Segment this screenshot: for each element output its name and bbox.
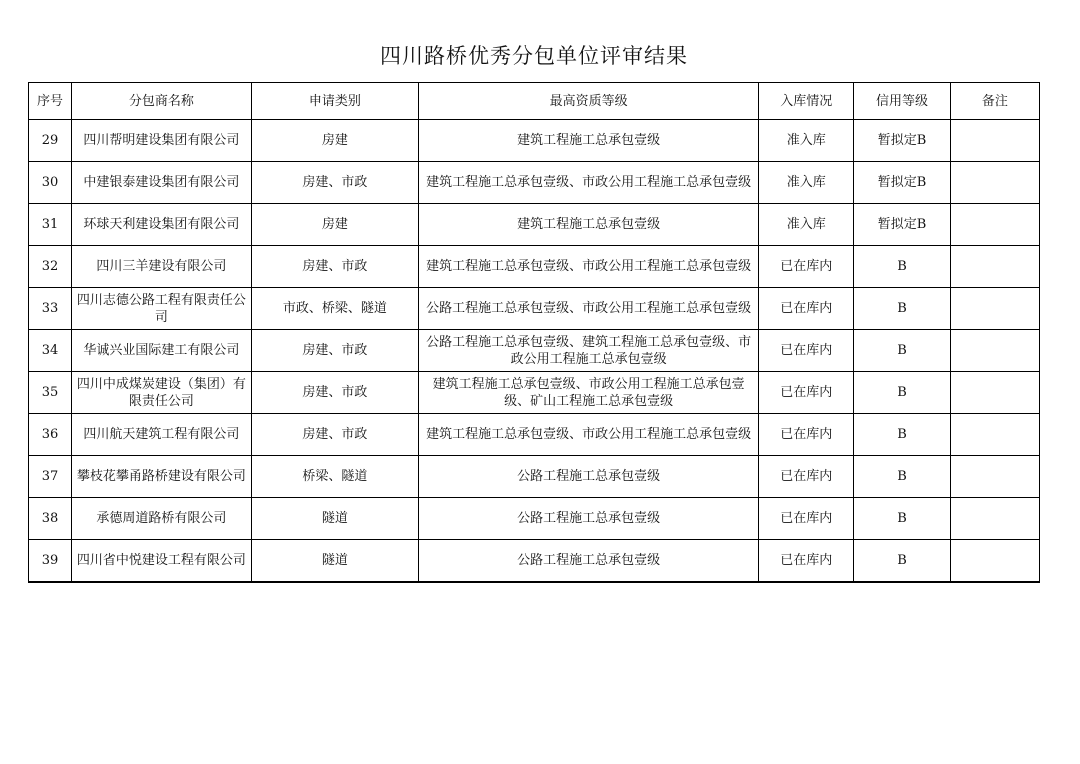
cell-remark [950, 288, 1039, 330]
cell-qualification: 公路工程施工总承包壹级 [419, 456, 759, 498]
cell-storage: 准入库 [759, 204, 854, 246]
table-row [29, 456, 1040, 498]
cell-storage: 已在库内 [759, 246, 854, 288]
cell-name: 承德周道路桥有限公司 [72, 498, 252, 540]
cell-name: 环球天利建设集团有限公司 [72, 204, 252, 246]
cell-no: 30 [29, 162, 72, 204]
header-name: 分包商名称 [72, 83, 252, 120]
cell-credit: 暂拟定B [854, 204, 950, 246]
header-credit: 信用等级 [854, 83, 950, 120]
cell-remark [950, 330, 1039, 372]
cell-storage: 已在库内 [759, 456, 854, 498]
cell-storage: 已在库内 [759, 330, 854, 372]
cell-remark [950, 204, 1039, 246]
cell-remark [950, 498, 1039, 540]
cell-no: 37 [29, 456, 72, 498]
cell-storage: 已在库内 [759, 288, 854, 330]
cell-no: 34 [29, 330, 72, 372]
cell-name: 中建银泰建设集团有限公司 [72, 162, 252, 204]
header-no: 序号 [29, 83, 72, 120]
cell-qualification: 公路工程施工总承包壹级、市政公用工程施工总承包壹级 [419, 288, 759, 330]
cell-no: 36 [29, 414, 72, 456]
table-row [29, 372, 1040, 414]
cell-remark [950, 372, 1039, 414]
cell-storage: 已在库内 [759, 498, 854, 540]
cell-no: 32 [29, 246, 72, 288]
cell-qualification: 建筑工程施工总承包壹级 [419, 120, 759, 162]
cell-category: 房建、市政 [251, 414, 418, 456]
cell-qualification: 建筑工程施工总承包壹级、市政公用工程施工总承包壹级 [419, 246, 759, 288]
cell-remark [950, 120, 1039, 162]
cell-category: 隧道 [251, 540, 418, 582]
table-row [29, 498, 1040, 540]
cell-qualification: 公路工程施工总承包壹级 [419, 540, 759, 582]
cell-storage: 已在库内 [759, 414, 854, 456]
table-row [29, 246, 1040, 288]
cell-credit: B [854, 330, 950, 372]
cell-category: 房建 [251, 120, 418, 162]
cell-storage: 已在库内 [759, 372, 854, 414]
cell-no: 39 [29, 540, 72, 582]
cell-remark [950, 540, 1039, 582]
cell-name: 四川省中悦建设工程有限公司 [72, 540, 252, 582]
cell-no: 31 [29, 204, 72, 246]
header-category: 申请类别 [251, 83, 418, 120]
results-table [28, 82, 1040, 583]
table-row [29, 120, 1040, 162]
table-header-row [29, 83, 1040, 120]
cell-name: 四川三羊建设有限公司 [72, 246, 252, 288]
table-row [29, 414, 1040, 456]
cell-credit: B [854, 246, 950, 288]
cell-no: 38 [29, 498, 72, 540]
cell-name: 攀枝花攀甬路桥建设有限公司 [72, 456, 252, 498]
cell-name: 四川志德公路工程有限责任公司 [72, 288, 252, 330]
cell-category: 房建、市政 [251, 372, 418, 414]
cell-category: 房建、市政 [251, 246, 418, 288]
cell-category: 房建、市政 [251, 162, 418, 204]
cell-credit: 暂拟定B [854, 120, 950, 162]
cell-credit: B [854, 414, 950, 456]
cell-category: 房建 [251, 204, 418, 246]
cell-no: 33 [29, 288, 72, 330]
cell-qualification: 建筑工程施工总承包壹级、市政公用工程施工总承包壹级 [419, 414, 759, 456]
cell-qualification: 建筑工程施工总承包壹级、市政公用工程施工总承包壹级 [419, 162, 759, 204]
cell-category: 桥梁、隧道 [251, 456, 418, 498]
table-row [29, 540, 1040, 582]
cell-storage: 已在库内 [759, 540, 854, 582]
cell-category: 隧道 [251, 498, 418, 540]
cell-credit: B [854, 498, 950, 540]
cell-name: 四川帮明建设集团有限公司 [72, 120, 252, 162]
cell-no: 35 [29, 372, 72, 414]
cell-no: 29 [29, 120, 72, 162]
cell-remark [950, 246, 1039, 288]
cell-storage: 准入库 [759, 162, 854, 204]
cell-category: 房建、市政 [251, 330, 418, 372]
cell-remark [950, 162, 1039, 204]
cell-credit: B [854, 540, 950, 582]
header-remark: 备注 [950, 83, 1039, 120]
table-row [29, 162, 1040, 204]
cell-category: 市政、桥梁、隧道 [251, 288, 418, 330]
cell-credit: B [854, 372, 950, 414]
table-row [29, 204, 1040, 246]
table-row [29, 288, 1040, 330]
cell-name: 华诚兴业国际建工有限公司 [72, 330, 252, 372]
cell-remark [950, 456, 1039, 498]
cell-credit: 暂拟定B [854, 162, 950, 204]
cell-qualification: 公路工程施工总承包壹级、建筑工程施工总承包壹级、市政公用工程施工总承包壹级 [419, 330, 759, 372]
header-qualification: 最高资质等级 [419, 83, 759, 120]
cell-remark [950, 414, 1039, 456]
table-row [29, 330, 1040, 372]
cell-storage: 准入库 [759, 120, 854, 162]
cell-credit: B [854, 456, 950, 498]
cell-qualification: 建筑工程施工总承包壹级 [419, 204, 759, 246]
page-title: 四川路桥优秀分包单位评审结果 [380, 44, 688, 68]
cell-qualification: 公路工程施工总承包壹级 [419, 498, 759, 540]
cell-name: 四川航天建筑工程有限公司 [72, 414, 252, 456]
header-storage: 入库情况 [759, 83, 854, 120]
cell-qualification: 建筑工程施工总承包壹级、市政公用工程施工总承包壹级、矿山工程施工总承包壹级 [419, 372, 759, 414]
cell-name: 四川中成煤炭建设（集团）有限责任公司 [72, 372, 252, 414]
cell-credit: B [854, 288, 950, 330]
